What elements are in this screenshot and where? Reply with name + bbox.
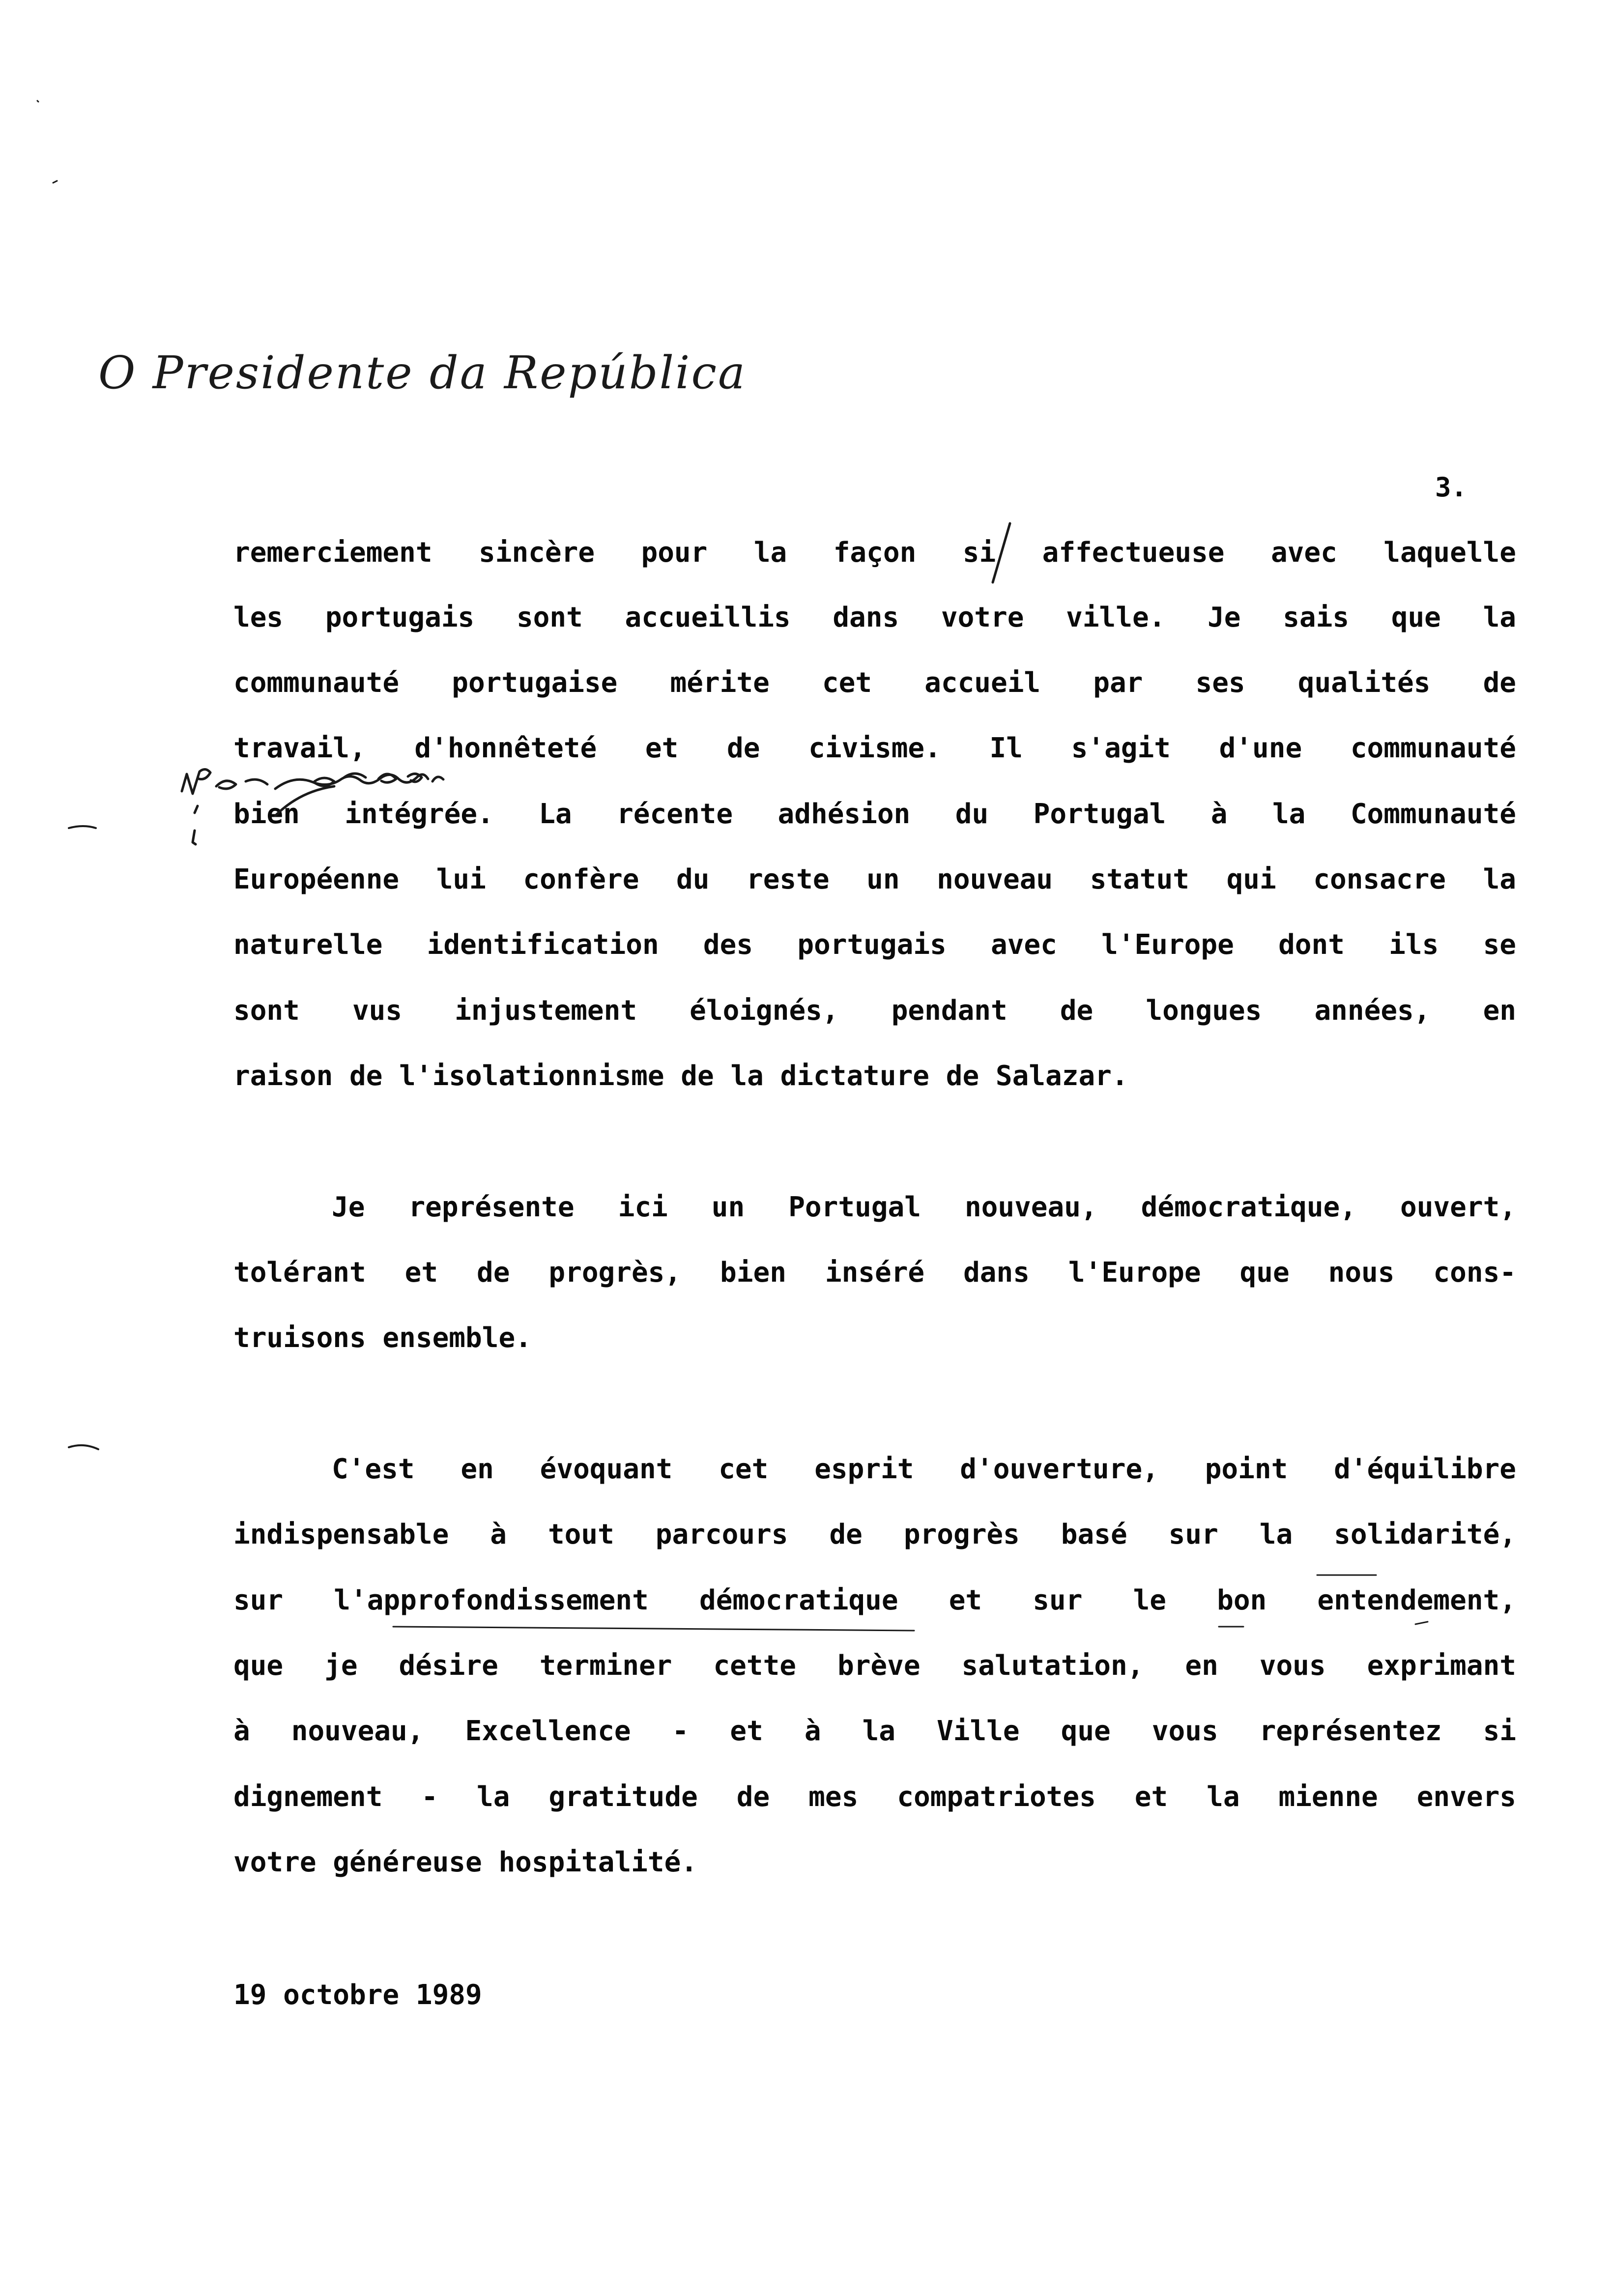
- body-line: dignement - la gratitude de mes compatriotes et la mienne envers: [233, 1781, 1516, 1813]
- margin-tick: [69, 826, 96, 828]
- body-line: remerciement sincère pour la façon si affectueuse avec laquelle: [233, 537, 1516, 569]
- body-line: truisons ensemble.: [233, 1322, 532, 1354]
- body-line: travail, d'honnêteté et de civisme. Il s'agit d'une communauté: [233, 732, 1516, 764]
- letterhead-signature-logo: O Presidente da República: [98, 346, 747, 399]
- body-line: sur l'approfondissement démocratique et sur le bon entendement,: [233, 1584, 1516, 1616]
- body-line: raison de l'isolationnisme de la dictature de Salazar.: [233, 1060, 1128, 1092]
- body-line: naturelle identification des portugais avec l'Europe dont ils se: [233, 929, 1516, 961]
- body-line: tolérant et de progrès, bien inséré dans l'Europe que nous cons-: [233, 1257, 1516, 1289]
- margin-tick: [53, 181, 57, 183]
- body-line: votre généreuse hospitalité.: [233, 1846, 698, 1878]
- document-date: 19 octobre 1989: [233, 1979, 482, 2011]
- body-line: sont vus injustement éloignés, pendant de longues années, en: [233, 995, 1516, 1027]
- body-line: C'est en évoquant cet esprit d'ouverture, point d'équilibre: [332, 1453, 1516, 1485]
- body-line: que je désire terminer cette brève salutation, en vous exprimant: [233, 1650, 1516, 1682]
- body-line: bien intégrée. La récente adhésion du Portugal à la Communauté: [233, 798, 1516, 830]
- body-line: Je représente ici un Portugal nouveau, démocratique, ouvert,: [332, 1191, 1516, 1223]
- handwritten-annotation-scribble: [182, 769, 428, 794]
- body-line: les portugais sont accueillis dans votre ville. Je sais que la: [233, 602, 1516, 633]
- page-number: 3.: [1435, 472, 1468, 503]
- margin-tick: [69, 1445, 98, 1449]
- handwritten-underline: [393, 1627, 914, 1631]
- handwritten-annotation-scribble: [315, 774, 443, 786]
- handwritten-insert-mark: [193, 806, 198, 844]
- body-line: à nouveau, Excellence - et à la Ville que vous représentez si: [233, 1715, 1516, 1747]
- body-line: communauté portugaise mérite cet accueil par ses qualités de: [233, 667, 1516, 699]
- handwritten-underline: [1415, 1622, 1428, 1624]
- margin-tick: [37, 101, 38, 102]
- body-line: indispensable à tout parcours de progrès basé sur la solidarité,: [233, 1519, 1516, 1550]
- body-line: Européenne lui confère du reste un nouveau statut qui consacre la: [233, 863, 1516, 895]
